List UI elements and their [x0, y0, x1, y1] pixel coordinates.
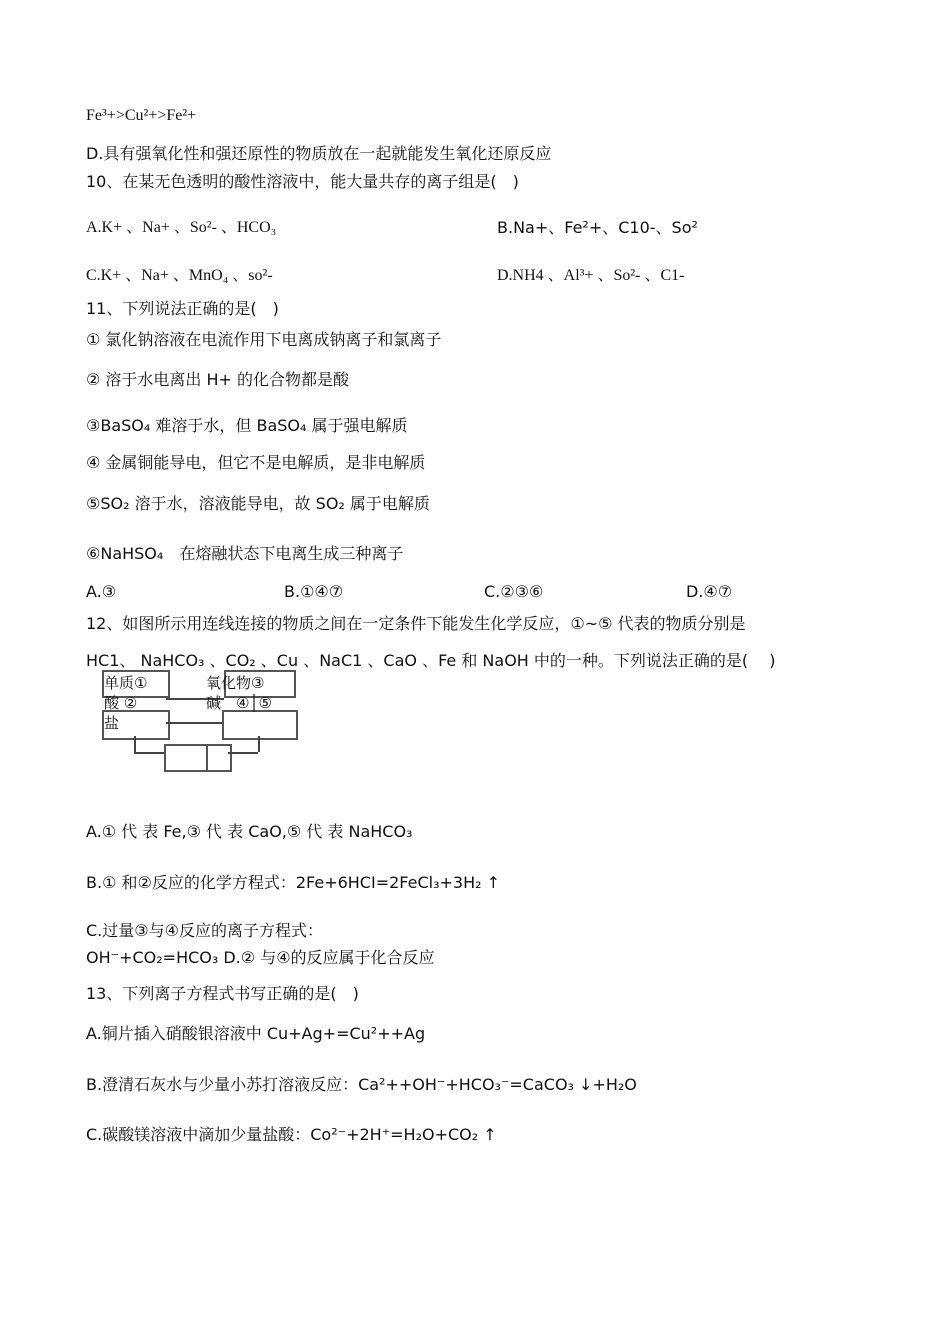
q13-option-a: A.铜片插入硝酸银溶液中 Cu+Ag+=Cu²++Ag	[86, 1024, 426, 1043]
connector	[134, 752, 164, 754]
q12-option-a: A.① 代 表 Fe,③ 代 表 CaO,⑤ 代 表 NaHCO₃	[86, 822, 413, 841]
connector	[258, 736, 260, 752]
diagram-label-3: 盐	[104, 714, 120, 732]
question-13: 13、下列离子方程式书写正确的是( )	[86, 984, 359, 1003]
q11-statement-6: ⑥NaHSO₄ 在熔融状态下电离生成三种离子	[86, 544, 404, 563]
q10-option-d: D.NH4 、Al³+ 、So²- 、C1-	[497, 267, 685, 284]
q13-option-c: C.碳酸镁溶液中滴加少量盐酸：Co²⁻+2H⁺=H₂O+CO₂ ↑	[86, 1125, 497, 1144]
q11-option-b: B.①④⑦	[284, 582, 344, 601]
q10-option-c: C.K+ 、Na+ 、MnO₄ 、so²-	[86, 267, 273, 284]
q11-option-a: A.③	[86, 582, 117, 601]
option-d-line: D.具有强氧化性和强还原性的物质放在一起就能发生氧化还原反应	[86, 144, 552, 163]
option-continuation: Fe³+>Cu²+>Fe²+	[86, 107, 197, 124]
connector	[228, 752, 258, 754]
connector	[166, 722, 222, 724]
diagram-label-5: 碱 ④│⑤	[206, 694, 272, 712]
question-12: 12、如图所示用连线连接的物质之间在一定条件下能发生化学反应，①~⑤ 代表的物质分别是	[86, 614, 746, 633]
question-12-line-2: HC1、 NaHCO₃ 、CO₂ 、Cu 、NaC1 、CaO 、Fe 和 NaOH 中的一种。下列说法正确的是( )	[86, 651, 776, 670]
diagram-label-2: 酸 ②	[104, 694, 138, 712]
q13-option-b: B.澄清石灰水与少量小苏打溶液反应：Ca²++OH⁻+HCO₃⁻=CaCO₃ ↓+H₂O	[86, 1075, 637, 1094]
q12-option-b: B.① 和②反应的化学方程式：2Fe+6HCI=2FeCl₃+3H₂ ↑	[86, 873, 501, 892]
connector	[134, 736, 136, 752]
reaction-diagram	[100, 668, 300, 778]
diagram-label-4: 氧化物③	[206, 674, 265, 692]
box-4-5	[222, 710, 298, 740]
box-salt-1	[164, 744, 208, 772]
question-10: 10、在某无色透明的酸性溶液中，能大量共存的离子组是( )	[86, 172, 519, 191]
q12-option-c-d: OH⁻+CO₂=HCO₃ D.② 与④的反应属于化合反应	[86, 948, 435, 967]
q11-statement-5: ⑤SO₂ 溶于水，溶液能导电，故 SO₂ 属于电解质	[86, 494, 430, 513]
q11-statement-1: ① 氯化钠溶液在电流作用下电离成钠离子和氯离子	[86, 330, 442, 349]
q10-option-b: B.Na+、Fe²+、C10-、So²	[497, 218, 698, 237]
q11-statement-3: ③BaSO₄ 难溶于水，但 BaSO₄ 属于强电解质	[86, 416, 408, 435]
box-salt-2	[206, 744, 232, 772]
q11-option-c: C.②③⑥	[484, 582, 544, 601]
q11-statement-2: ② 溶于水电离出 H+ 的化合物都是酸	[86, 370, 350, 389]
q11-option-d: D.④⑦	[686, 582, 733, 601]
diagram-label-1: 单质①	[104, 674, 148, 692]
q10-option-a: A.K+ 、Na+ 、So²- 、HCO₃	[86, 219, 277, 236]
q12-option-c: C.过量③与④反应的离子方程式：	[86, 921, 323, 940]
question-11: 11、下列说法正确的是( )	[86, 299, 279, 318]
q11-statement-4: ④ 金属铜能导电，但它不是电解质，是非电解质	[86, 453, 426, 472]
